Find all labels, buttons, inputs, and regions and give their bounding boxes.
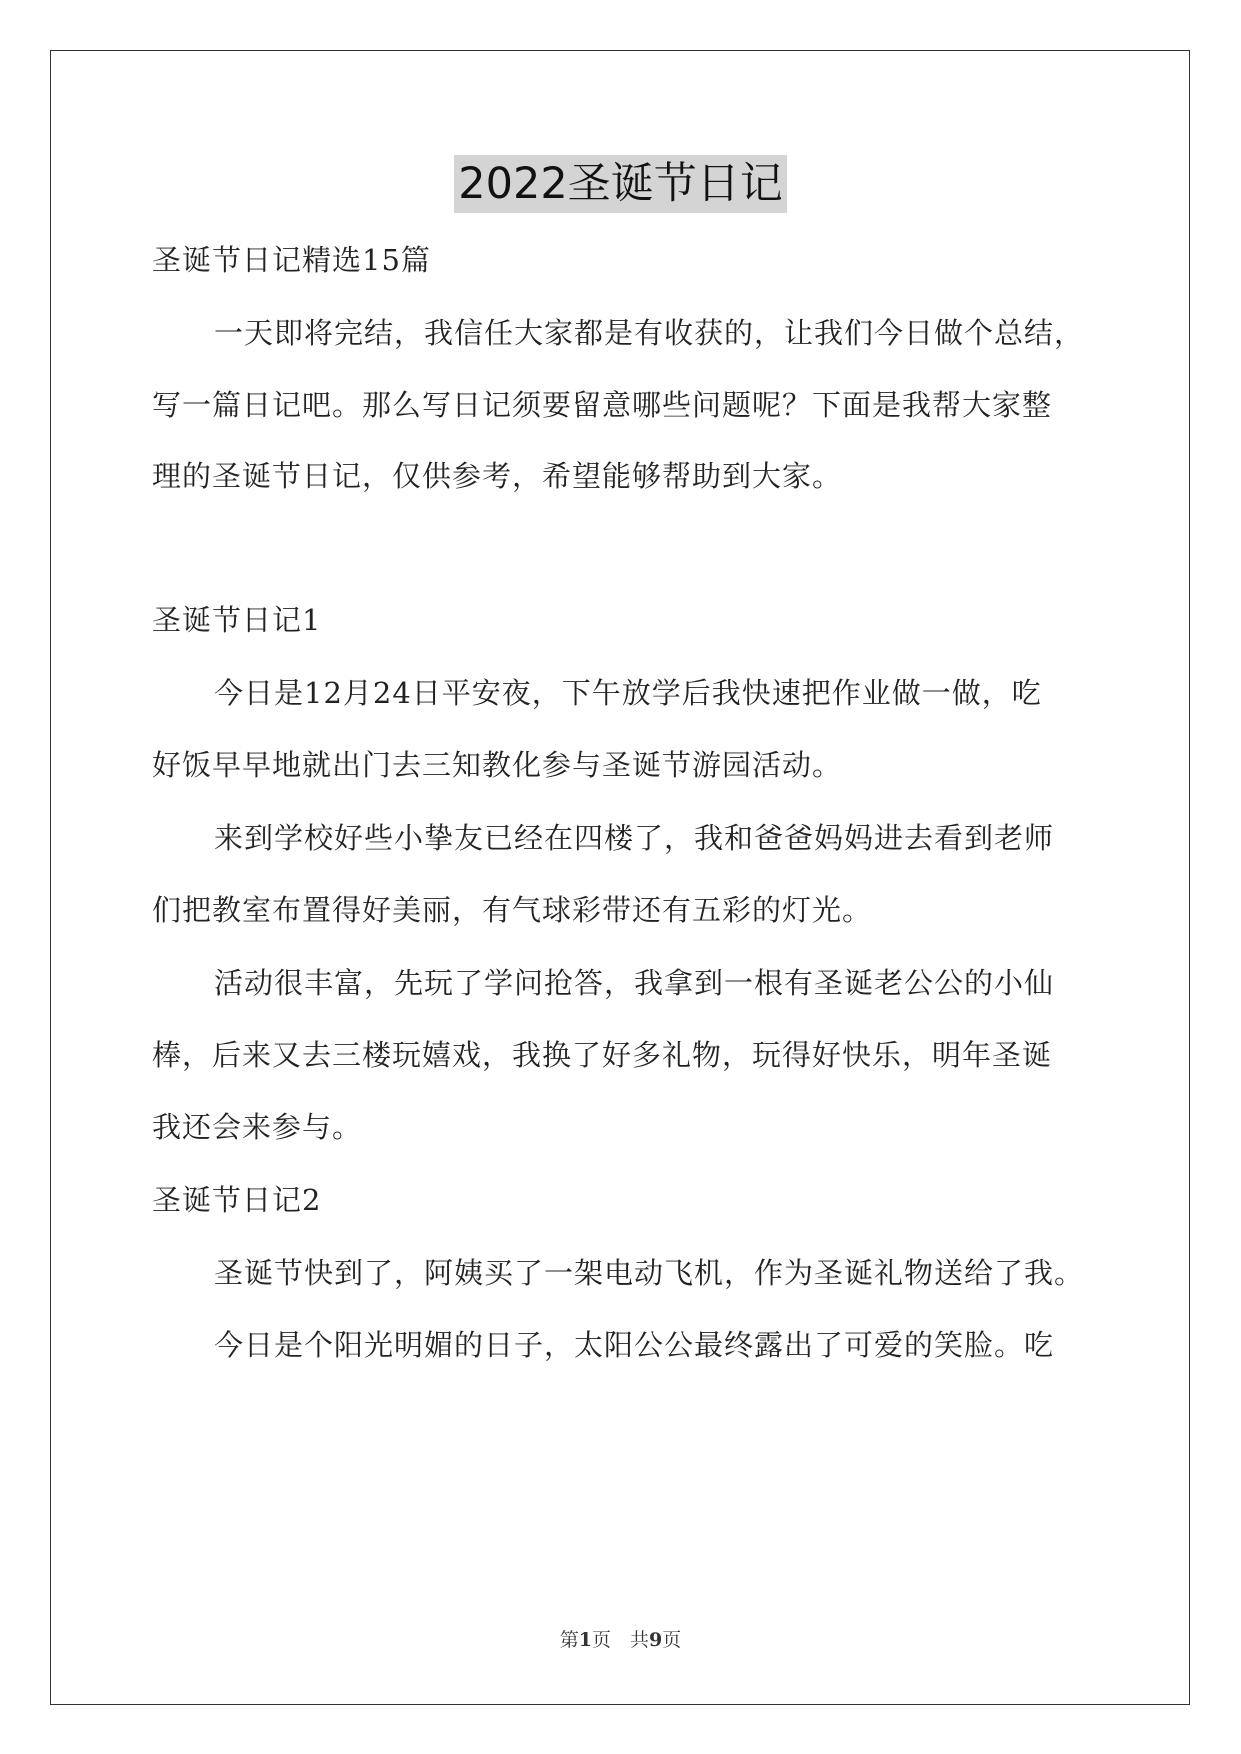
- paragraph-line: 活动很丰富，先玩了学问抢答，我拿到一根有圣诞老公公的小仙: [214, 966, 1055, 1000]
- page-border: [50, 50, 1190, 1705]
- paragraph-line: 们把教室布置得好美丽，有气球彩带还有五彩的灯光。: [152, 893, 873, 927]
- footer-mid: 页 共: [591, 1629, 649, 1651]
- footer-page-number: 1: [578, 1629, 592, 1651]
- footer-total-pages: 9: [649, 1629, 663, 1651]
- subtitle-line: 圣诞节日记精选15篇: [152, 243, 431, 277]
- footer-prefix: 第: [559, 1629, 579, 1651]
- title-container: [0, 155, 1241, 213]
- paragraph-line: 圣诞节快到了，阿姨买了一架电动飞机，作为圣诞礼物送给了我。: [214, 1256, 1085, 1290]
- footer-suffix: 页: [662, 1629, 682, 1651]
- paragraph-line: 来到学校好些小挚友已经在四楼了，我和爸爸妈妈进去看到老师: [214, 821, 1055, 855]
- paragraph-line: 好饭早早地就出门去三知教化参与圣诞节游园活动。: [152, 748, 843, 782]
- paragraph-line: 写一篇日记吧。那么写日记须要留意哪些问题呢？下面是我帮大家整: [152, 388, 1053, 422]
- document-title: 2022圣诞节日记: [454, 155, 786, 213]
- paragraph-line: 我还会来参与。: [152, 1110, 363, 1144]
- paragraph-line: 理的圣诞节日记，仅供参考，希望能够帮助到大家。: [152, 459, 843, 493]
- section-heading: 圣诞节日记2: [152, 1183, 322, 1217]
- paragraph-line: 棒，后来又去三楼玩嬉戏，我换了好多礼物，玩得好快乐，明年圣诞: [152, 1038, 1053, 1072]
- section-heading: 圣诞节日记1: [152, 603, 322, 637]
- paragraph-line: 一天即将完结，我信任大家都是有收获的，让我们今日做个总结，: [214, 316, 1085, 350]
- page-footer: [0, 1627, 1241, 1653]
- paragraph-line: 今日是个阳光明媚的日子，太阳公公最终露出了可爱的笑脸。吃: [214, 1328, 1055, 1362]
- paragraph-line: 今日是12月24日平安夜，下午放学后我快速把作业做一做，吃: [214, 676, 1042, 710]
